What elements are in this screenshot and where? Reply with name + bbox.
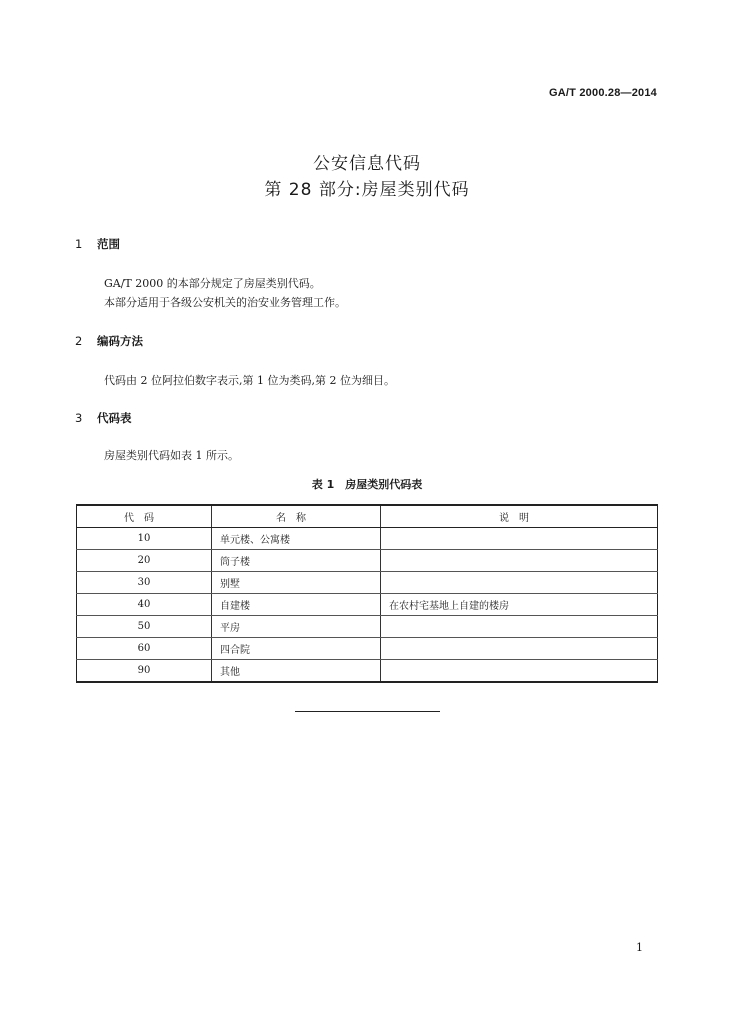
table-row bbox=[77, 660, 658, 683]
name-cell: 其他 bbox=[212, 660, 381, 683]
description-cell bbox=[381, 572, 658, 594]
standard-number: GA/T 2000.28—2014 bbox=[549, 87, 657, 99]
description-cell: 在农村宅基地上自建的楼房 bbox=[381, 594, 658, 616]
name-cell: 四合院 bbox=[212, 638, 381, 660]
table-header-row bbox=[77, 505, 658, 528]
table-row bbox=[77, 528, 658, 550]
section-number: 3 bbox=[75, 411, 83, 425]
table-row bbox=[77, 572, 658, 594]
document-subtitle: 第 28 部分:房屋类别代码 bbox=[264, 180, 470, 200]
paragraph: 本部分适用于各级公安机关的治安业务管理工作。 bbox=[104, 296, 346, 309]
document-title: 公安信息代码 bbox=[313, 154, 421, 174]
section-title: 代码表 bbox=[97, 411, 132, 425]
header-description: 说明 bbox=[381, 505, 658, 528]
table-row bbox=[77, 616, 658, 638]
description-cell bbox=[381, 616, 658, 638]
code-cell: 10 bbox=[77, 528, 212, 550]
table-row bbox=[77, 638, 658, 660]
section-number: 1 bbox=[75, 237, 83, 251]
code-cell: 60 bbox=[77, 638, 212, 660]
paragraph: 房屋类别代码如表 1 所示。 bbox=[104, 449, 239, 462]
code-cell: 30 bbox=[77, 572, 212, 594]
section-number: 2 bbox=[75, 334, 83, 348]
code-cell: 90 bbox=[137, 665, 151, 676]
code-table bbox=[76, 504, 658, 683]
page-number: 1 bbox=[636, 941, 643, 954]
name-cell: 筒子楼 bbox=[212, 550, 381, 572]
paragraph: GA/T 2000 的本部分规定了房屋类别代码。 bbox=[104, 277, 321, 290]
description-cell bbox=[381, 528, 658, 550]
name-cell: 别墅 bbox=[212, 572, 381, 594]
header-name: 名称 bbox=[212, 505, 381, 528]
table-row bbox=[77, 550, 658, 572]
section-heading-coding-method bbox=[75, 333, 143, 349]
end-of-content-line bbox=[295, 711, 440, 712]
section-title: 编码方法 bbox=[97, 334, 143, 348]
section-heading-scope bbox=[75, 236, 120, 252]
code-cell: 50 bbox=[77, 616, 212, 638]
name-cell: 平房 bbox=[212, 616, 381, 638]
paragraph: 代码由 2 位阿拉伯数字表示,第 1 位为类码,第 2 位为细目。 bbox=[104, 374, 395, 387]
header-code: 代码 bbox=[77, 505, 212, 528]
description-cell bbox=[381, 660, 658, 683]
description-cell bbox=[381, 638, 658, 660]
name-cell: 单元楼、公寓楼 bbox=[212, 528, 381, 550]
code-cell: 20 bbox=[77, 550, 212, 572]
table-caption: 表 1 房屋类别代码表 bbox=[311, 478, 423, 491]
description-cell bbox=[381, 550, 658, 572]
section-heading-code-table bbox=[75, 410, 132, 426]
table-row bbox=[77, 594, 658, 616]
name-cell: 自建楼 bbox=[212, 594, 381, 616]
section-title: 范围 bbox=[97, 237, 120, 251]
code-cell: 40 bbox=[77, 594, 212, 616]
